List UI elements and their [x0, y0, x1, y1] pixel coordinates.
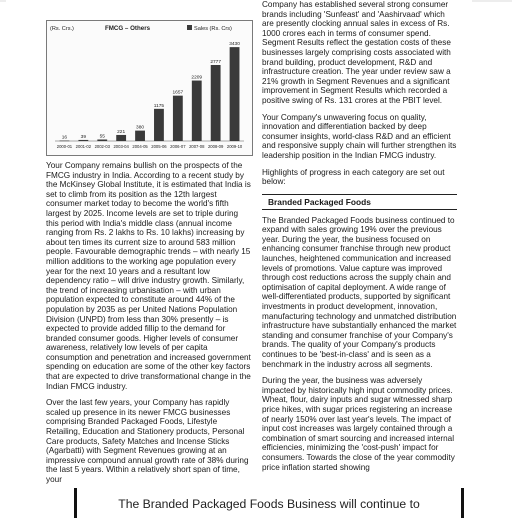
- bar-value-label: 1175: [153, 103, 165, 109]
- bar-value-label: 2777: [210, 59, 221, 65]
- bar-2009-10: [230, 47, 240, 141]
- left-paragraph-1: Your Company remains bullish on the prospects of the FMCG industry in India. According to a recent study by the McKinsey Global Institute, it is estimated that India is set to climb from its position as the 12th largest consumer market today to become the world's fifth largest by 2025. Income levels are set to triple during this period with India's middle class (annual income ranging from Rs. 2 lakhs to Rs. 10 lakhs) increasing by about ten times its current size to around 583 million people. Favourable demographic trends – with nearly 15 million additions to the working age population every year for the next 10 years and a resultant low dependency ratio – will drive industry growth. Similarly, the trend of increasing urbanisation – with urban population expected to constitute around 44% of the population by 2035 as per United Nations Population Division (UNPD) from less than 30% presently – is expected to provide added fillip to the demand for branded consumer goods. Higher levels of consumer awareness, relatively low levels of per capita consumption and penetration and increased government spending on education are some of the other key factors that are expected to drive transformational change in the Indian FMCG industry.: [46, 161, 251, 391]
- x-tick-label: 2007-08: [189, 144, 205, 149]
- bar-value-label: 39: [80, 134, 87, 140]
- bar-value-label: 16: [61, 135, 68, 141]
- x-tick-label: 2001-02: [75, 144, 92, 149]
- x-tick-label: 2008-09: [207, 144, 224, 149]
- left-column: [46, 0, 251, 492]
- x-tick-label: 2003-04: [113, 144, 129, 149]
- right-paragraph-4: The Branded Packaged Foods business continued to expand with sales growing 19% over the previous year. During the year, the business focused on enhancing consumer franchise through new product launches, heightened communication and increased levels of promotions. Value capture was improved through cost reductions across the supply chain and optimisation of capital deployment. A wide range of well-differentiated products, supported by significant investments in product development, innovation, manufacturing technology and unmatched distribution infrastructure have substantially enhanced the market standing and consumer franchise of your Company's brands. The quality of your Company's products continues to be 'best-in-class' and is seen as a benchmark in the industry across all segments.: [262, 215, 457, 369]
- chart-legend-label: Sales (Rs. Crs): [194, 26, 232, 32]
- bar-value-label: 55: [99, 134, 105, 140]
- right-paragraph-5: During the year, the business was adversely impacted by historically high input commodity prices. Wheat, flour, dairy inputs and sugar witnessed sharp price hikes, with sugar prices registering an increase of nearly 150% over last year's levels. The impact of input cost increases was largely contained through a combination of smart sourcing and increased internal efficiencies, minimizing the 'cost-push' impact for consumers. Towards the close of the year commodity price inflation started showing: [262, 376, 455, 472]
- right-paragraph-2: Your Company's unwavering focus on quality, innovation and differentiation backed by deep consumer insights, world-class R&D and an efficient and responsive supply chain will further strengthen its leadership position in the Indian FMCG industry.: [262, 112, 457, 160]
- x-tick-label: 2005-06: [151, 144, 167, 149]
- bar-2008-09: [211, 65, 221, 141]
- chart-canvas: [47, 21, 252, 155]
- bar-2007-08: [192, 81, 202, 141]
- left-paragraph-2: Over the last few years, your Company has rapidly scaled up presence in its newer FMCG businesses comprising Branded Packaged Foods, Lifestyle Retailing, Education and Stationery products, Personal Care products, Safety Matches and Incense Sticks (Agarbatti) with Segment Revenues growing at an impressive compound annual growth rate of 38% during the last 5 years. Within a relatively short span of time, your: [46, 398, 249, 484]
- bar-2003-04: [116, 135, 126, 141]
- legend-swatch: [187, 25, 192, 30]
- bar-value-label: 1657: [172, 90, 184, 96]
- chart-units-label: (Rs. Crs.): [50, 26, 74, 32]
- right-paragraph-1: Company has established several strong consumer brands including 'Sunfeast' and 'Aashirvaad' which are presently clocking annual sales in excess of Rs. 1000 crores each in terms of consumer spend. Segment Results reflect the gestation costs of these businesses largely comprising costs associated with brand building, product development, R&D and infrastructure creation. The year under review saw a 21% growth in Segment Revenues and a significant improvement in Segment Results which recorded a positive swing of Rs. 131 crores at the PBIT level.: [262, 0, 451, 105]
- chart-title: FMCG – Others: [105, 25, 151, 32]
- pull-quote-text: The Branded Packaged Foods Business will continue to: [118, 497, 420, 511]
- section-heading: Branded Packaged Foods: [262, 194, 457, 210]
- bar-2001-02: [78, 140, 88, 141]
- x-tick-label: 2006-07: [170, 144, 186, 149]
- sales-chart: [46, 20, 253, 156]
- document-page: [6, 0, 472, 512]
- x-tick-label: 2009-10: [226, 144, 243, 149]
- x-tick-label: 2000-01: [56, 144, 73, 149]
- bar-value-label: 3430: [229, 42, 240, 48]
- bar-2005-06: [154, 109, 164, 141]
- pull-quote-box: [74, 488, 464, 518]
- bar-2004-05: [135, 131, 145, 141]
- bar-2006-07: [173, 96, 183, 141]
- x-tick-label: 2004-05: [132, 144, 148, 149]
- bar-value-label: 2209: [191, 75, 203, 81]
- bar-2002-03: [97, 139, 107, 141]
- right-paragraph-3: Highlights of progress in each category are set out below:: [262, 167, 445, 187]
- bar-value-label: 221: [117, 129, 126, 135]
- x-tick-label: 2002-03: [94, 144, 110, 149]
- right-column: [262, 0, 457, 479]
- bar-value-label: 380: [136, 125, 145, 131]
- bar-2000-01: [60, 141, 70, 142]
